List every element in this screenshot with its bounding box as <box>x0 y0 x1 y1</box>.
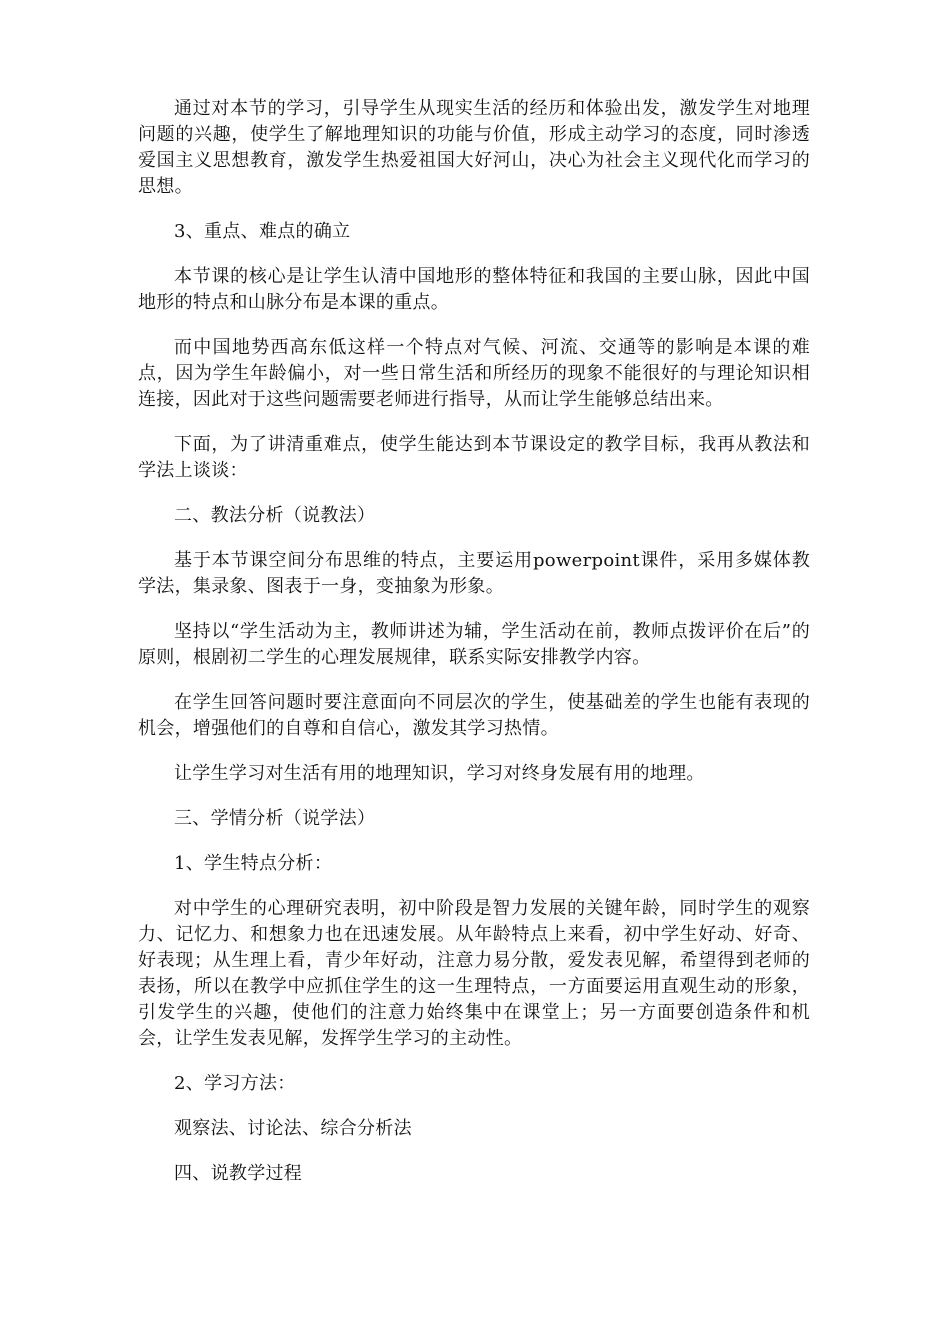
paragraph-multimedia: 基于本节课空间分布思维的特点，主要运用powerpoint课件，采用多媒体教学法，集录象、图表于一身，变抽象为形象。 <box>138 550 810 597</box>
paragraph-objectives: 通过对本节的学习，引导学生从现实生活的经历和体验出发，激发学生对地理问题的兴趣，使学生了解地理知识的功能与价值，形成主动学习的态度，同时渗透爱国主义思想教育，激发学生热爱祖国大好河山，决心为社会主义现代化而学习的思想。 <box>138 98 810 197</box>
paragraph-student-psychology: 对中学生的心理研究表明，初中阶段是智力发展的关键年龄，同时学生的观察力、记忆力、和想象力也在迅速发展。从年龄特点上来看，初中学生好动、好奇、好表现；从生理上看，青少年好动，注意力易分散，爱发表见解，希望得到老师的表扬，所以在教学中应抓住学生的这一生理特点，一方面要运用直观生动的形象，引发学生的兴趣，使他们的注意力始终集中在课堂上；另一方面要创造条件和机会，让学生发表见解，发挥学生学习的主动性。 <box>138 898 810 1049</box>
paragraph-difficult-points: 而中国地势西高东低这样一个特点对气候、河流、交通等的影响是本课的难点，因为学生年龄偏小，对一些日常生活和所经历的现象不能很好的与理论知识相连接，因此对于这些问题需要老师进行指导，从而让学生能够总结出来。 <box>138 337 810 410</box>
document-body <box>138 96 810 1206</box>
heading-key-difficult-points: 3、重点、难点的确立 <box>174 221 351 242</box>
heading-learning-analysis: 三、学情分析（说学法） <box>174 808 376 829</box>
heading-teaching-process: 四、说教学过程 <box>174 1163 303 1184</box>
heading-student-characteristics: 1、学生特点分析： <box>174 853 333 874</box>
paragraph-principle: 坚持以“学生活动为主，教师讲述为辅，学生活动在前，教师点拨评价在后”的原则，根剧初二学生的心理发展规律，联系实际安排教学内容。 <box>138 621 810 668</box>
heading-learning-methods: 2、学习方法： <box>174 1073 296 1094</box>
paragraph-methods-list: 观察法、讨论法、综合分析法 <box>174 1118 412 1139</box>
paragraph-key-points: 本节课的核心是让学生认清中国地形的整体特征和我国的主要山脉，因此中国地形的特点和山脉分布是本课的重点。 <box>138 266 810 313</box>
paragraph-transition: 下面，为了讲清重难点，使学生能达到本节课设定的教学目标，我再从教法和学法上谈谈： <box>138 434 810 481</box>
paragraph-useful-geography: 让学生学习对生活有用的地理知识，学习对终身发展有用的地理。 <box>174 763 705 784</box>
heading-teaching-method: 二、教法分析（说教法） <box>174 505 376 526</box>
paragraph-different-levels: 在学生回答问题时要注意面向不同层次的学生，使基础差的学生也能有表现的机会，增强他们的自尊和自信心，激发其学习热情。 <box>138 692 810 739</box>
